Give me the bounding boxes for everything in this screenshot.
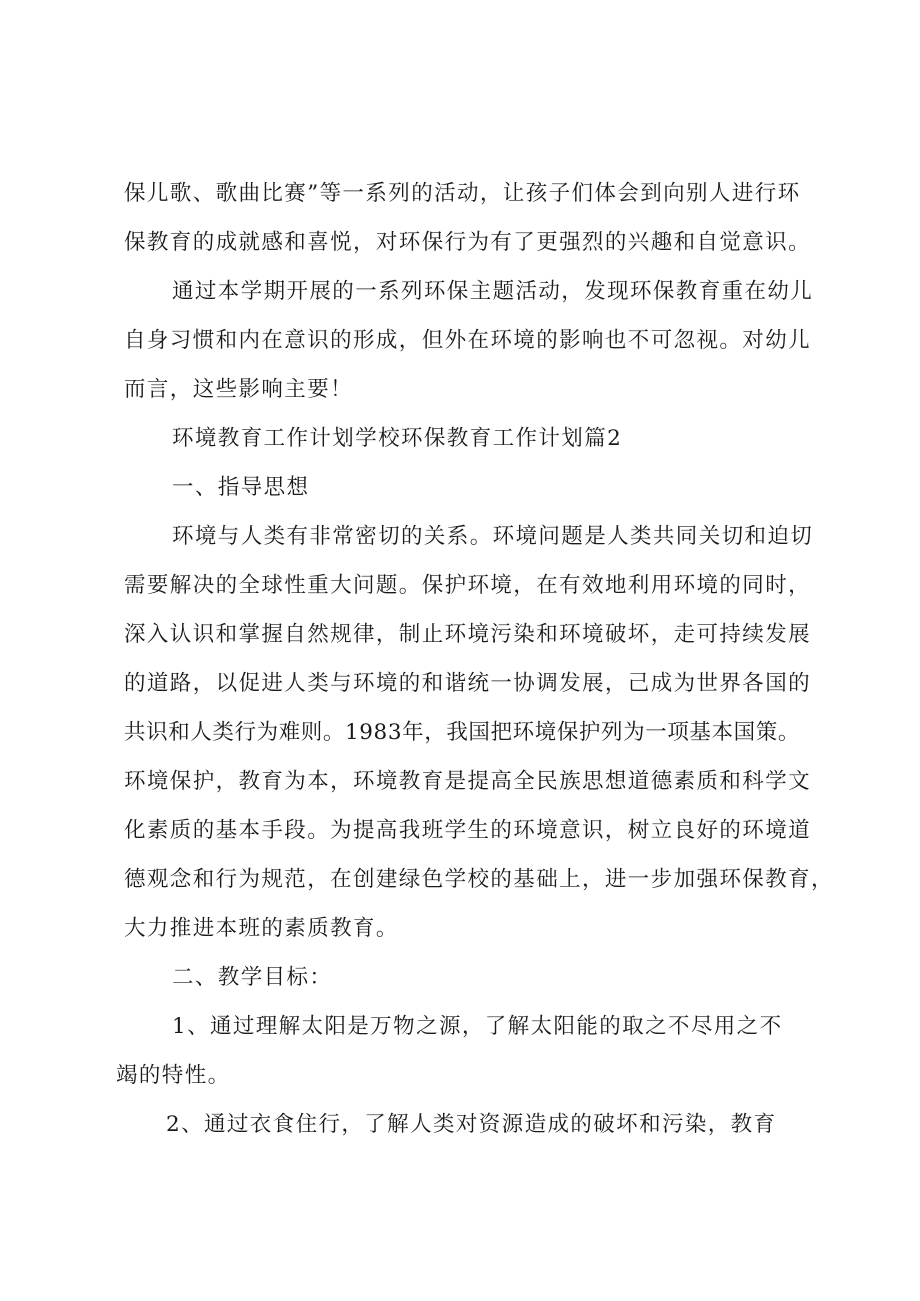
text-line: 保教育的成就感和喜悦，对环保行为有了更强烈的兴趣和自觉意识。 — [124, 230, 812, 255]
text-line: 德观念和行为规范，在创建绿色学校的基础上，进一步加强环保教育， — [124, 867, 834, 892]
text-line: 而言，这些影响主要！ — [124, 377, 354, 402]
text-line: 需要解决的全球性重大问题。保护环境，在有效地利用环境的同时， — [124, 573, 812, 598]
text-line: 自身习惯和内在意识的形成，但外在环境的影响也不可忽视。对幼儿 — [124, 328, 812, 353]
text-line: 深入认识和掌握自然规律，制止环境污染和环境破坏，走可持续发展 — [124, 622, 812, 647]
text-line: 保儿歌、歌曲比赛”等一系列的活动，让孩子们体会到向别人进行环 — [124, 181, 801, 206]
list-item: 2、通过衣食住行，了解人类对资源造成的破坏和污染，教育 — [166, 1112, 777, 1137]
text-line: 环境保护，教育为本，环境教育是提高全民族思想道德素质和科学文 — [124, 769, 812, 794]
text-line: 化素质的基本手段。为提高我班学生的环境意识，树立良好的环境道 — [124, 818, 812, 843]
text-line: 大力推进本班的素质教育。 — [124, 916, 399, 941]
text-line: 通过本学期开展的一系列环保主题活动，发现环保教育重在幼儿 — [172, 279, 814, 304]
text-line: 环境与人类有非常密切的关系。环境问题是人类共同关切和迫切 — [172, 524, 814, 549]
text-line: 的道路，以促进人类与环境的和谐统一协调发展，己成为世界各国的 — [124, 671, 812, 696]
list-item-continuation: 竭的特性。 — [116, 1063, 231, 1088]
section-heading: 一、指导思想 — [172, 475, 310, 500]
list-item: 1、通过理解太阳是万物之源，了解太阳能的取之不尽用之不 — [172, 1014, 783, 1039]
section-heading: 环境教育工作计划学校环保教育工作计划篇2 — [172, 426, 623, 451]
text-line: 共识和人类行为难则。1983年，我国把环境保护列为一项基本国策。 — [124, 720, 800, 745]
section-heading: 二、教学目标： — [172, 965, 333, 990]
